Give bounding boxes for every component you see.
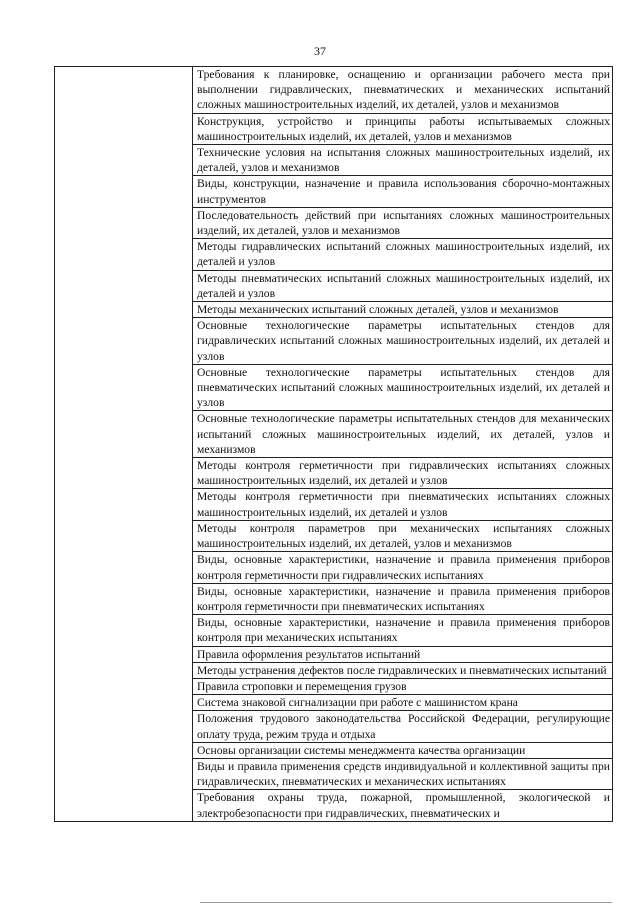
- page-number: 37: [314, 44, 326, 58]
- table-cell: Положения трудового законодательства Российской Федерации, регулирующие оплату труда, режим труда и отдыха: [193, 711, 613, 742]
- left-column-cell: [55, 67, 193, 822]
- table-row: [55, 67, 613, 114]
- table-cell: Требования охраны труда, пожарной, промышленной, экологической и электробезопасности при гидравлических, пневматических и: [193, 790, 613, 821]
- table-cell: Виды, конструкции, назначение и правила использования сборочно-монтажных инструментов: [193, 176, 613, 207]
- table-cell: Виды, основные характеристики, назначение и правила применения приборов контроля герметичности при пневматических испытаниях: [193, 583, 613, 614]
- table-cell: Методы пневматических испытаний сложных машиностроительных изделий, их деталей и узлов: [193, 270, 613, 301]
- bottom-rule: [200, 902, 612, 903]
- table-cell: Основные технологические параметры испытательных стендов для гидравлических испытаний сложных машиностроительных изделий, их деталей и узлов: [193, 318, 613, 365]
- table-cell: Основы организации системы менеджмента качества организации: [193, 742, 613, 758]
- table-cell: Виды, основные характеристики, назначение и правила применения приборов контроля при механических испытаниях: [193, 615, 613, 646]
- table-cell: Требования к планировке, оснащению и организации рабочего места при выполнении гидравлических, пневматических и механических испытаний сложных машиностроительных изделий, их деталей, узлов и механизмов: [193, 67, 613, 114]
- table-cell: Виды и правила применения средств индивидуальной и коллективной защиты при гидравлических, пневматических и механических испытаниях: [193, 758, 613, 789]
- table-cell: Конструкция, устройство и принципы работы испытываемых сложных машиностроительных изделий, их деталей, узлов и механизмов: [193, 113, 613, 144]
- table-cell: Методы контроля параметров при механических испытаниях сложных машиностроительных изделий, их деталей, узлов и механизмов: [193, 520, 613, 551]
- table-cell: Последовательность действий при испытаниях сложных машиностроительных изделий, их деталей, узлов и механизмов: [193, 207, 613, 238]
- table-cell: Методы контроля герметичности при гидравлических испытаниях сложных машиностроительных изделий, их деталей и узлов: [193, 458, 613, 489]
- table-cell: Методы контроля герметичности при пневматических испытаниях сложных машиностроительных изделий, их деталей и узлов: [193, 489, 613, 520]
- table-cell: Основные технологические параметры испытательных стендов для механических испытаний сложных машиностроительных изделий, их деталей, узлов и механизмов: [193, 411, 613, 458]
- table-cell: Система знаковой сигнализации при работе с машинистом крана: [193, 695, 613, 711]
- table-cell: Методы устранения дефектов после гидравлических и пневматических испытаний: [193, 662, 613, 678]
- table-cell: Методы механических испытаний сложных деталей, узлов и механизмов: [193, 302, 613, 318]
- table-cell: Виды, основные характеристики, назначение и правила применения приборов контроля герметичности при гидравлических испытаниях: [193, 552, 613, 583]
- table-cell: Технические условия на испытания сложных машиностроительных изделий, их деталей, узлов и механизмов: [193, 145, 613, 176]
- table-cell: Правила оформления результатов испытаний: [193, 646, 613, 662]
- knowledge-table: [54, 66, 613, 822]
- table-cell: Методы гидравлических испытаний сложных машиностроительных изделий, их деталей и узлов: [193, 239, 613, 270]
- table-cell: Основные технологические параметры испытательных стендов для пневматических испытаний сложных машиностроительных изделий, их деталей и узлов: [193, 364, 613, 411]
- table-cell: Правила строповки и перемещения грузов: [193, 678, 613, 694]
